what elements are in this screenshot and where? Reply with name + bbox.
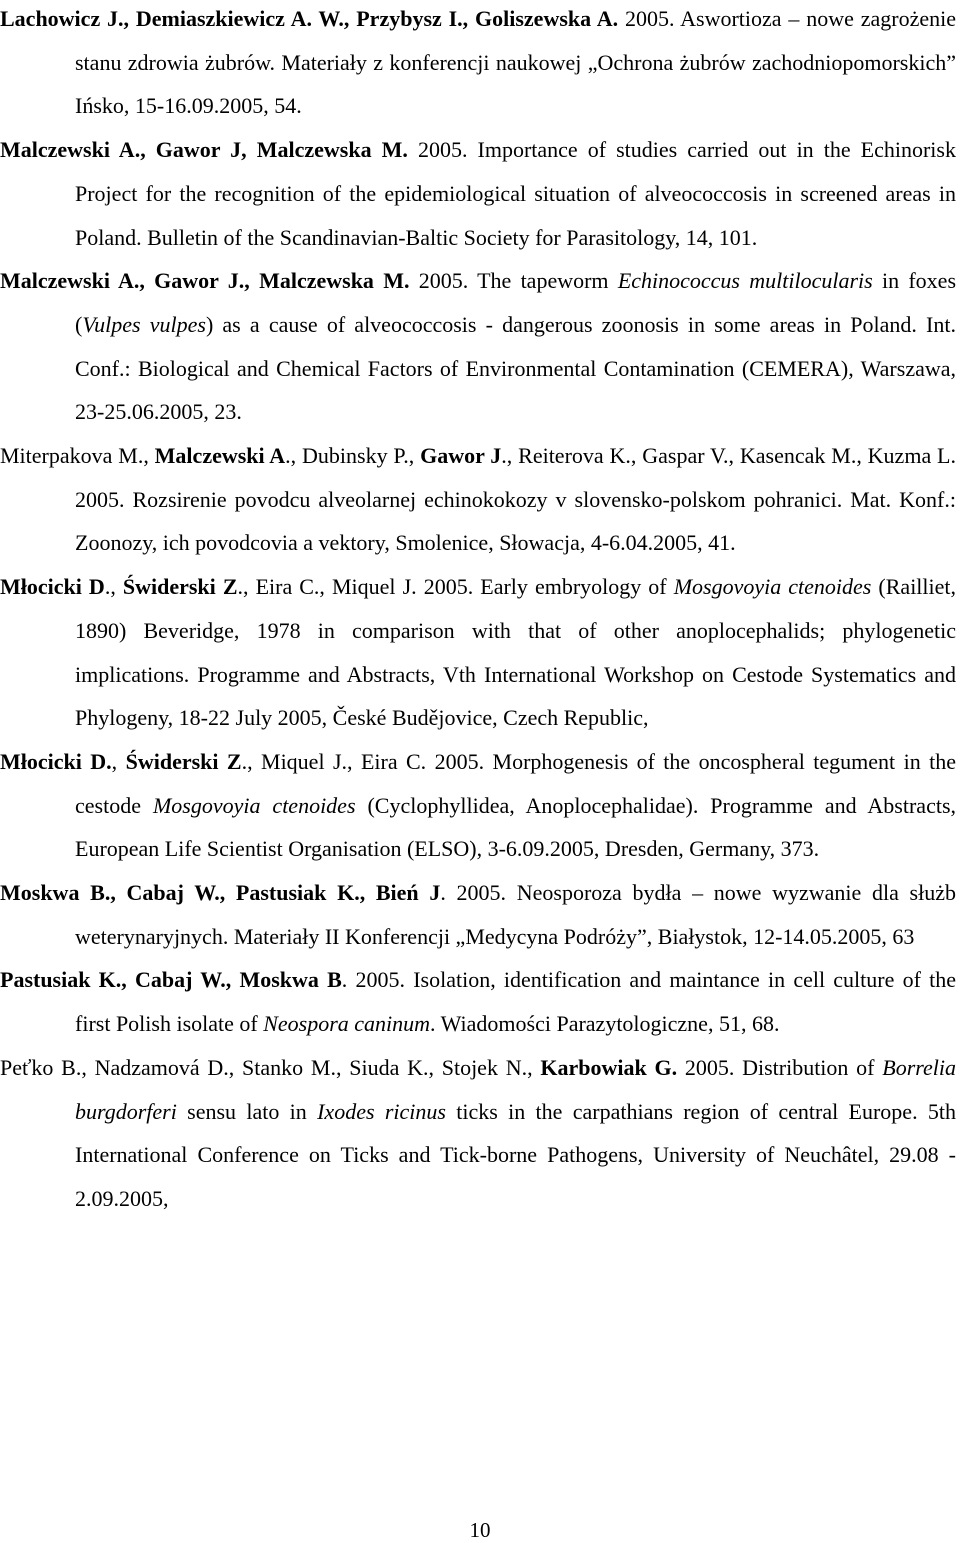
reference-text: Peťko B., Nadzamová D., Stanko M., Siuda K., Stojek N., [0,1054,541,1080]
page-number: 10 [469,1518,491,1542]
reference-text: ) as a cause of alveococcosis - dangerous zoonosis in some areas in Poland. Int. Conf.: Biological and Chemical Factors of Environmental Contamination (CEMERA), Warszawa, 23-25.06.2005, 23. [75,311,956,425]
reference-italic-term: Ixodes ricinus [317,1098,446,1124]
reference-text: ., [104,574,123,600]
reference-author-bold: Świderski Z [122,574,238,600]
reference-entry [0,958,956,1045]
reference-entry [0,259,956,434]
reference-text: (Railliet, 1890) Beveridge, 1978 in comparison with that of other anoplocephalids; phylogenetic implications. Programme and Abstracts, Vth International Workshop on Cestode Systematics and Phylogeny, 18-22 July 2005, České Budějovice, Czech Republic, [75,574,957,731]
reference-author-bold: Karbowiak G. [540,1054,678,1080]
reference-italic-term: Mosgovoyia ctenoides [152,792,356,818]
reference-text: 2005. Distribution of [677,1054,883,1080]
reference-author-bold: Malczewski A., Gawor J, Malczewska M. [0,137,408,163]
reference-author-bold: Moskwa B., Cabaj W., Pastusiak K., Bień J [0,880,441,906]
reference-text: . Wiadomości Parazytologiczne, 51, 68. [430,1011,780,1037]
reference-entry [0,871,956,958]
reference-text: 2005. The tapeworm [409,268,618,294]
reference-italic-term: Vulpes vulpes [82,311,206,337]
reference-author-bold: Malczewski A [154,443,286,469]
reference-italic-term: Neospora caninum [263,1011,431,1037]
reference-entry [0,1046,956,1221]
reference-author-bold: Młocicki D. [0,748,112,774]
reference-text: ., Eira C., Miquel J. 2005. Early embryology of [237,574,674,600]
reference-text: , [111,748,126,774]
reference-italic-term: Borrelia burgdorferi [75,1054,956,1124]
reference-author-bold: Młocicki D [0,574,105,600]
reference-text: ticks in the carpathians region of central Europe. 5th International Conference on Ticks and Tick-borne Pathogens, University of Neuchâtel, 29.08 - 2.09.2005, [75,1098,956,1211]
reference-text: ., Reiterova K., Gaspar V., Kasencak M., Kuzma L. 2005. Rozsirenie povodcu alveolarnej echinokokozy v slovensko-polskom pohranici. Mat. Konf.: Zoonozy, ich povodcovia a vektory, Smolenice, Słowacja, 4-6.04.2005, 41. [75,443,956,556]
reference-text: . 2005. Isolation, identification and maintance in cell culture of the first Polish isolate of [75,967,956,1037]
reference-text: 2005. Importance of studies carried out in the Echinorisk Project for the recognition of the epidemiological situation of alveococcosis in screened areas in Poland. Bulletin of the Scandinavian-Baltic Society for Parasitology, 14, 101. [75,137,956,250]
reference-author-bold: Świderski Z [125,748,242,774]
reference-author-bold: Lachowicz J., Demiaszkiewicz A. W., Przybysz I., Goliszewska A. [0,6,619,31]
reference-italic-term: Echinococcus multilocularis [617,268,873,294]
reference-text: in foxes ( [75,268,956,337]
reference-text: 2005. Aswortioza – nowe zagrożenie stanu zdrowia żubrów. Materiały z konferencji naukowej „Ochrona żubrów zachodniopomorskich” Ińsko, 15-16.09.2005, 54. [75,6,956,119]
reference-author-bold: Malczewski A., Gawor J., Malczewska M. [0,268,410,294]
reference-text: . 2005. Neosporoza bydła – nowe wyzwanie dla służb weterynaryjnych. Materiały II Konferencji „Medycyna Podróży”, Białystok, 12-14.05.2005, 63 [75,880,956,949]
reference-text: (Cyclophyllidea, Anoplocephalidae). Programme and Abstracts, European Life Scientist Organisation (ELSO), 3-6.09.2005, Dresden, Germany, 373. [75,792,957,862]
reference-entry [0,565,956,740]
reference-entry [0,0,956,128]
reference-author-bold: Gawor J [420,443,502,469]
reference-text: ., Miquel J., Eira C. 2005. Morphogenesis of the oncospheral tegument in the cestode [75,748,956,818]
reference-italic-term: Mosgovoyia ctenoides [673,574,872,600]
reference-text: ., Dubinsky P., [285,443,421,469]
reference-entry [0,128,956,259]
reference-text: sensu lato in [176,1098,318,1124]
reference-entry [0,434,956,565]
reference-entry [0,740,956,871]
reference-text: Miterpakova M., [0,443,155,469]
reference-author-bold: Pastusiak K., Cabaj W., Moskwa B [0,967,342,993]
